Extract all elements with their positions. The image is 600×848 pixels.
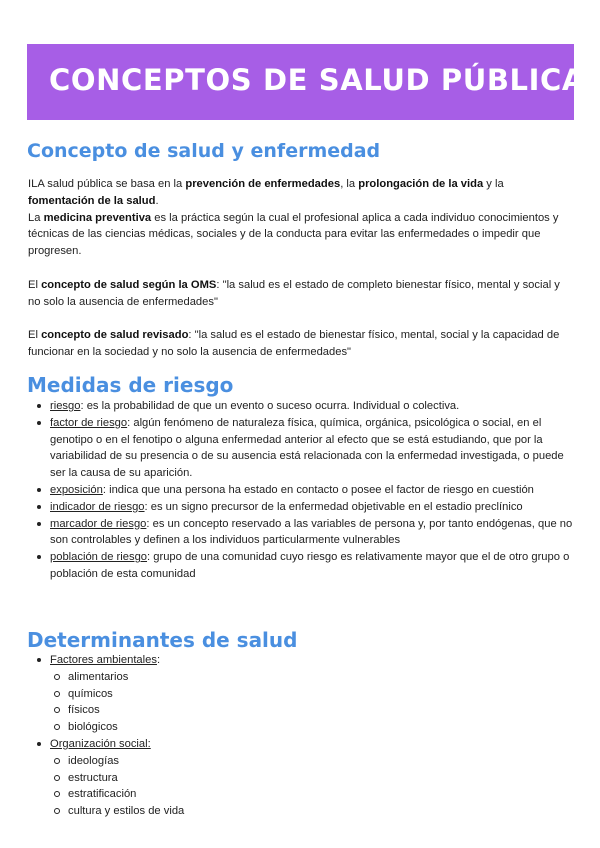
sublist-item: estratificación: [28, 786, 573, 803]
list-item: [28, 652, 573, 736]
definition: : indica que una persona ha estado en contacto o posee el factor de riesgo en cuestión: [102, 483, 534, 496]
section-body-medidas-riesgo: [28, 398, 573, 583]
sublist-item: biológicos: [28, 719, 573, 736]
section-body-salud-enfermedad: [28, 176, 573, 361]
paragraph-medicina-preventiva: [28, 210, 573, 260]
bold-term: prevención de enfermedades: [185, 178, 341, 190]
paragraph-oms: [28, 277, 573, 311]
text-span: , la: [340, 178, 359, 190]
list-item: [28, 516, 573, 550]
definition: : es un signo precursor de la enfermedad objetivable en el estadio preclínico: [144, 500, 523, 513]
sublist-item: estructura: [28, 770, 573, 787]
bold-term: concepto de salud revisado: [41, 329, 189, 342]
text-span: .: [155, 194, 159, 207]
section-heading-medidas-riesgo: Medidas de riesgo: [27, 373, 234, 397]
text-span: El: [28, 329, 42, 342]
definition: : es la probabilidad de que un evento o suceso ocurra. Individual o colectiva.: [80, 400, 460, 412]
term: riesgo: [50, 400, 81, 412]
list-item: [28, 549, 573, 583]
term: factor de riesgo: [50, 416, 128, 429]
paragraph-revisado: [28, 327, 573, 361]
list-item: [28, 482, 573, 499]
term: población de riesgo: [50, 551, 148, 564]
sublist: [28, 753, 573, 820]
definition: : algún fenómeno de naturaleza física, química, orgánica, psicológica o social, en el genotipo o en el fenotipo o alguna enfermedad anterior al efecto que se está estudiando, que por la variabilidad de su presencia o de su ausencia está relacionada con la enfermedad investigada, o puede ser la causa de su aparición.: [50, 416, 564, 480]
group-label: Organización social:: [50, 737, 151, 750]
text-span: : "la salud es el estado de completo bienestar físico, mental y social y no solo la ausencia de enfermedades": [28, 278, 560, 308]
text-span: : "la salud es el estado de bienestar físico, mental, social y la capacidad de funcionar en la sociedad y no solo la ausencia de enfermedades": [28, 329, 560, 358]
sublist-item: ideologías: [28, 753, 573, 770]
term: marcador de riesgo: [50, 517, 147, 530]
bold-term: prolongación de la vida: [358, 178, 484, 190]
sublist-item: químicos: [28, 686, 573, 703]
definition: : es un concepto reservado a las variables de persona y, por tanto endógenas, que no son controlables y definen a los individuos particularmente vulnerables: [50, 517, 573, 547]
list-item: [28, 736, 573, 820]
text-span: y la: [483, 178, 504, 190]
term: indicador de riesgo: [50, 500, 145, 513]
sublist-item: cultura y estilos de vida: [28, 803, 573, 820]
bold-term: medicina preventiva: [43, 211, 152, 224]
paragraph-intro: [28, 176, 573, 210]
group-suffix: :: [156, 654, 161, 666]
determinants-list: [28, 652, 573, 820]
text-span: La: [28, 211, 44, 224]
risk-list: [28, 398, 573, 583]
text-span: ILA salud pública se basa en la: [28, 178, 186, 190]
list-item: [28, 499, 573, 516]
definition: : grupo de una comunidad cuyo riesgo es relativamente mayor que el de otro grupo o población de esta comunidad: [50, 551, 570, 580]
list-item: [28, 398, 573, 415]
title-banner: [27, 44, 585, 120]
sublist-item: alimentarios: [28, 669, 573, 686]
text-span: El: [28, 278, 42, 291]
section-body-determinantes: [28, 652, 573, 820]
term: exposición: [50, 483, 103, 496]
page-title: CONCEPTOS DE SALUD PÚBLICA: [49, 63, 585, 97]
text-span: es la práctica según la cual el profesional aplica a cada individuo conocimientos y técnicas de las ciencias médicas, sociales y de la conducta para evitar las enfermedades o impedir que progresen.: [28, 211, 559, 258]
bold-term: fomentación de la salud: [28, 194, 156, 207]
section-heading-determinantes: Determinantes de salud: [27, 628, 298, 652]
sublist-item: físicos: [28, 702, 573, 719]
bold-term: concepto de salud según la OMS: [41, 278, 217, 291]
group-label: Factores ambientales: [50, 654, 157, 666]
section-heading-salud-enfermedad: Concepto de salud y enfermedad: [27, 140, 381, 162]
list-item: [28, 415, 573, 482]
sublist: [28, 669, 573, 736]
